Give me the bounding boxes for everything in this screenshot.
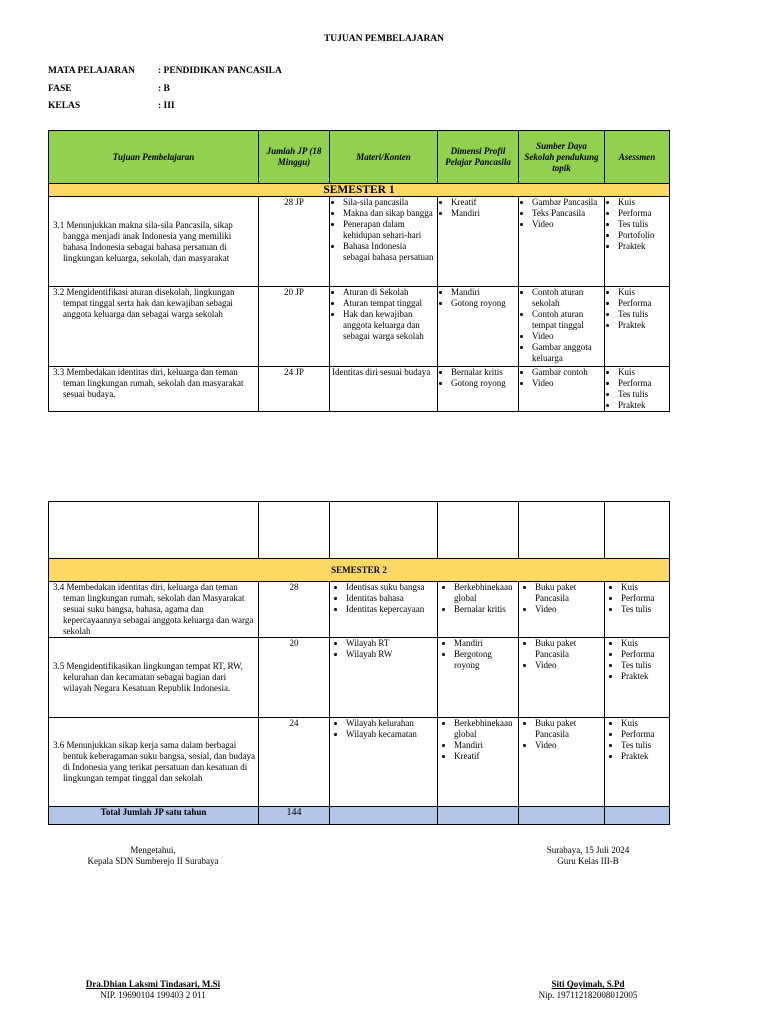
jp-cell: 24 [259,718,330,807]
list-item: • Portofolio [618,230,667,241]
list-item: • Buku paket Pancasila [535,638,602,660]
tp-text: 3.1 Menunjukkan makna sila-sila Pancasila, sikap bangga menjadi anak Indonesia yang memiliki bahasa Indonesia sebagai bahasa persatuan di lingkungan keluarga, sekolah, dan masyarakat [53,219,233,263]
blank-header-row [49,502,670,559]
semester1-table [48,130,670,412]
list-item: • Tes tulis [618,219,667,230]
materi-cell [330,287,438,367]
sumber-cell [519,197,605,287]
semester1-label: SEMESTER 1 [49,184,670,197]
total-row [49,807,670,825]
tp-text: 3.2 Mengidentifikasi aturan disekolah, lingkungan tempat tinggal serta hak dan kewajiban sebagai anggota keluarga dan sebagai warga sekolah [53,287,235,319]
list-item: • Wilayah RW [346,649,435,660]
sumber-cell [519,718,605,807]
dimensi-cell [438,367,519,412]
asesmen-cell [605,287,670,367]
list-item: • Identisas suku bangsa [346,582,435,593]
table-row [49,582,670,638]
list-item: • Kuis [621,638,667,649]
list-item: • Video [535,740,602,751]
signature-left-name: Dra.Dhian Laksmi Tindasari, M.Si NIP. 19690104 199403 2 011 [85,979,221,1000]
jp-cell: 20 JP [259,287,330,367]
list-item: • Video [532,378,602,389]
list-item: • Gambar Pancasila [532,197,602,208]
list-item: • Mandiri [454,740,516,751]
jp-cell: 20 [259,638,330,718]
header-jp: Jumlah JP (18 Minggu) [259,131,330,184]
dimensi-cell [438,197,519,287]
sumber-cell [519,367,605,412]
list-item: • Identitas kepercayaan [346,604,435,615]
list-item: • Gotong royong [451,378,516,389]
list-item: • Kreatif [454,751,516,762]
list-item: • Performa [618,208,667,219]
header-sumber: Sumber Daya Sekolah pendukung topik [519,131,605,184]
list-item: • Berkebhinekaan global [454,718,516,740]
list-item: • Praktek [621,751,667,762]
dimensi-cell [438,718,519,807]
list-item: • Kuis [618,197,667,208]
list-item: • Hak dan kewajiban anggota keluarga dan sebagai warga sekolah [343,309,435,342]
meta-class: KELAS : III [48,101,175,111]
list-item: • Praktek [621,671,667,682]
list-item: • Kuis [618,287,667,298]
list-item: • Praktek [618,241,667,252]
page-title: TUJUAN PEMBELAJARAN [323,34,445,44]
list-item: • Kuis [621,718,667,729]
materi-cell [330,582,438,638]
total-value: 144 [259,807,330,825]
list-item: • Tes tulis [621,604,667,615]
list-item: • Performa [621,729,667,740]
list-item: • Aturan di Sekolah [343,287,435,298]
list-item: • Aturan tempat tinggal [343,298,435,309]
asesmen-cell [605,582,670,638]
meta-subject: MATA PELAJARAN : PENDIDIKAN PANCASILA [48,66,282,76]
signature-right-name: Siti Qoyimah, S.Pd Nip. 197112182008012005 [538,979,638,1000]
list-item: • Kreatif [451,197,516,208]
list-item: • Performa [621,649,667,660]
list-item: • Praktek [618,400,667,411]
list-item: • Gotong royong [451,298,516,309]
list-item: • Video [532,219,602,230]
table-row [49,367,670,412]
total-label: Total Jumlah JP satu tahun [49,807,259,825]
list-item: • Praktek [618,320,667,331]
list-item: • Berkebhinekaan global [454,582,516,604]
list-item: • Sila-sila pancasila [343,197,435,208]
jp-cell: 28 JP [259,197,330,287]
list-item: • Tes tulis [621,740,667,751]
dimensi-cell [438,287,519,367]
list-item: • Tes tulis [621,660,667,671]
list-item: • Performa [621,593,667,604]
table-row [49,718,670,807]
header-materi: Materi/Konten [330,131,438,184]
dimensi-cell [438,638,519,718]
list-item: • Bernalar kritis [454,604,516,615]
list-item: • Mandiri [454,638,516,649]
list-item: • Teks Pancasila [532,208,602,219]
materi-cell: Identitas diri sesuai budaya [330,367,438,412]
sumber-cell [519,582,605,638]
list-item: • Video [535,660,602,671]
list-item: • Bahasa Indonesia sebagai bahasa persatuan [343,241,435,263]
list-item: • Identitas bahasa [346,593,435,604]
header-dimensi: Dimensi Profil Pelajar Pancasila [438,131,519,184]
header-tp: Tujuan Pembelajaran [49,131,259,184]
table-row [49,287,670,367]
tp-text: 3.4 Membedakan identitas diri, keluarga dan teman teman lingkungan rumah, sekolah dan Masyarakat sesuai suku bangsa, bahasa, agama dan kepercayaannya sebagai anggota keluarga dan warga sekolah [53,582,254,636]
list-item: • Mandiri [451,208,516,219]
list-item: • Gambar contoh [532,367,602,378]
meta-phase: FASE : B [48,84,170,94]
materi-cell [330,197,438,287]
header-asesmen: Asessmen [605,131,670,184]
list-item: • Kuis [618,367,667,378]
jp-cell: 24 JP [259,367,330,412]
list-item: • Tes tulis [618,309,667,320]
table-row [49,197,670,287]
tp-text: 3.3 Membedakan identitas diri, keluarga dan teman teman lingkungan rumah, sekolah dan masyarakat sesuai budaya. [53,367,244,399]
list-item: • Contoh aturan tempat tinggal [532,309,602,331]
asesmen-cell [605,367,670,412]
list-item: • Contoh aturan sekolah [532,287,602,309]
list-item: • Tes tulis [618,389,667,400]
signature-left: Mengetahui, Kepala SDN Sumberejo II Surabaya [87,845,219,866]
semester2-label: SEMESTER 2 [49,559,670,582]
list-item: • Wilayah kelurahan [346,718,435,729]
asesmen-cell [605,638,670,718]
list-item: • Buku paket Pancasila [535,582,602,604]
materi-cell [330,638,438,718]
list-item: • Penerapan dalam kehidupan sehari-hari [343,219,435,241]
sumber-cell [519,638,605,718]
asesmen-cell [605,197,670,287]
header-row [49,131,670,184]
list-item: • Buku paket Pancasila [535,718,602,740]
sumber-cell [519,287,605,367]
dimensi-cell [438,582,519,638]
list-item: • Gambar anggota keluarga [532,342,602,364]
tp-text: 3.6 Menunjukkan sikap kerja sama dalam berbagai bentuk keberagaman suku bangsa, sosial, dan budaya di Indonesia yang terikat persatuan dan kesatuan di lingkungan tempat tinggal dan sekolah [53,740,255,783]
jp-cell: 28 [259,582,330,638]
tp-text: 3.5 Mengidentifikasikan lingkungan tempat RT, RW, kelurahan dan kecamatan sebagai bagian dari wilayah Negara Kesatuan Republik Indonesia. [53,661,243,693]
list-item: • Bergotong royong [454,649,516,671]
list-item: • Performa [618,298,667,309]
list-item: • Wilayah kecamatan [346,729,435,740]
list-item: • Kuis [621,582,667,593]
list-item: • Performa [618,378,667,389]
list-item: • Video [532,331,602,342]
semester2-table [48,501,670,825]
list-item: • Video [535,604,602,615]
list-item: • Bernalar kritis [451,367,516,378]
materi-cell [330,718,438,807]
table-row [49,638,670,718]
list-item: • Makna dan sikap bangga [343,208,435,219]
signature-right: Surabaya, 15 Juli 2024 Guru Kelas III-B [546,845,630,866]
list-item: • Mandiri [451,287,516,298]
asesmen-cell [605,718,670,807]
list-item: • Wilayah RT [346,638,435,649]
